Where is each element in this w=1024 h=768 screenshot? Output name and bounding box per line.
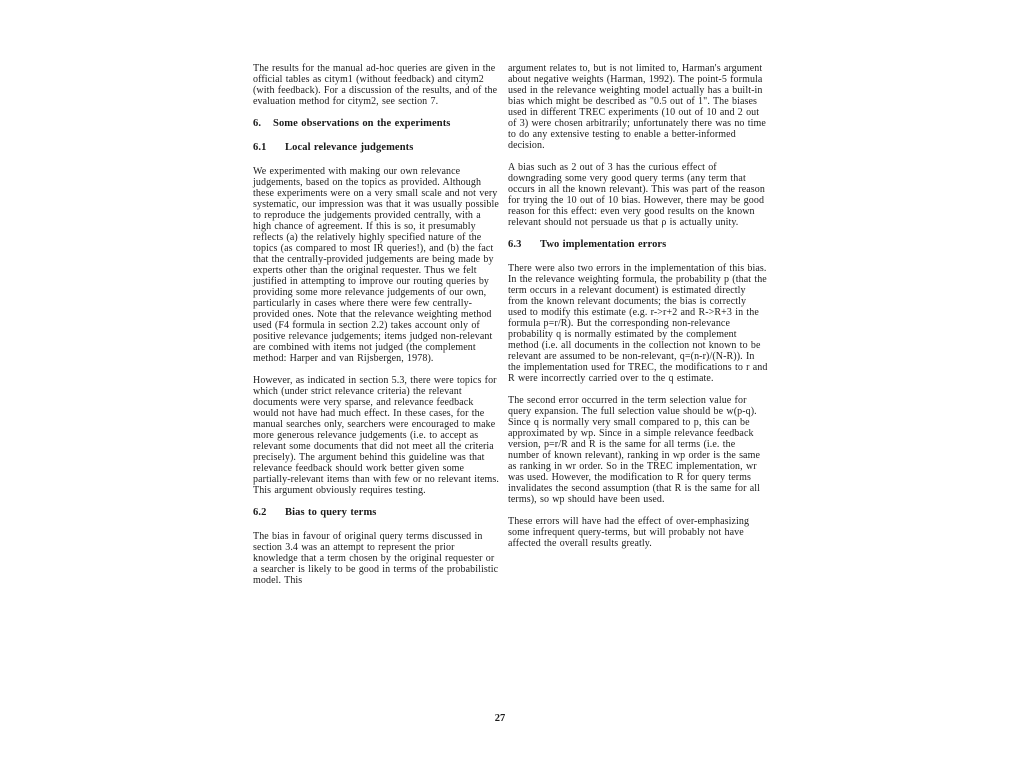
paragraph-errors-effect: These errors will have had the effect of over-emphasizing some infrequent query-terms, but will probably not have affected the overall results greatly. bbox=[508, 516, 750, 549]
right-column bbox=[508, 63, 768, 597]
section-heading-6 bbox=[253, 118, 501, 129]
subsection-number: 6.1 bbox=[253, 142, 267, 153]
subsection-title: Local relevance judgements bbox=[285, 142, 414, 153]
subsection-heading-6-3 bbox=[508, 239, 768, 250]
paragraph-harman-argument: argument relates to, but is not limited to, Harman's argument about negative weights (Harman, 1992). The point-5 formula used in the relevance weighting model actually has a built-in bias which might be described as "0.5 out of 1". The biases used in different TREC experiments (10 out of 10 and 2 out of 3) were chosen arbitrarily; unfortunately there was no time to do any extensive testing to enable a better-informed decision. bbox=[508, 63, 766, 151]
left-column bbox=[253, 63, 501, 597]
paragraph-results-intro: The results for the manual ad-hoc queries are given in the official tables as citym1 (without feedback) and citym2 (with feedback). For a discussion of the results, and of the evaluation method for citym2, see section 7. bbox=[253, 63, 498, 107]
page-number: 27 bbox=[494, 713, 506, 724]
section-number: 6. bbox=[253, 118, 262, 129]
subsection-title: Two implementation errors bbox=[540, 239, 667, 250]
subsection-number: 6.3 bbox=[508, 239, 522, 250]
paragraph-bias-2-of-3: A bias such as 2 out of 3 has the curious effect of downgrading some very good query terms (any term that occurs in all the known relevant). This was part of the reason for trying the 10 out of 10 bias. However, there may be good reason for this effect: even very good results on the known relevant should not persuade us that ρ is actually unity. bbox=[508, 162, 765, 228]
paragraph-implementation-errors: There were also two errors in the implementation of this bias. In the relevance weighting formula, the probability p (that the term occurs in a relevant document) is estimated directly from the known relevant documents; the bias is correctly used to modify this estimate (e.g. r->r+2 and R->R+3 in the formula p=r/R). But the corresponding non-relevance probability q is normally estimated by the complement method (i.e. all documents in the collection not known to be relevant are assumed to be non-relevant, q=(n-r)/(N-R)). In the implementation used for TREC, the modifications to r and R were incorrectly carried over to the q estimate. bbox=[508, 263, 768, 384]
section-title: Some observations on the experiments bbox=[273, 118, 451, 129]
paragraph-own-judgements: We experimented with making our own relevance judgements, based on the topics as provided. Although these experiments were on a very small scale and not very systematic, our impression was that it was usually possible to reproduce the judgements provided centrally, with a high chance of agreement. If this is so, it presumably reflects (a) the relatively highly specified nature of the topics (as compared to most IR queries!), and (b) the fact that the centrally-provided judgements are being made by experts other than the original requester. Thus we felt justified in attempting to improve our routing queries by providing some more relevance judgements of our own, particularly in cases where there were few centrally-provided ones. Note that the relevance weighting method used (F4 formula in section 2.2) takes account only of positive relevance judgements; items judged non-relevant are combined with items not judged (the complement method: Harper and van Rijsbergen, 1978). bbox=[253, 166, 499, 364]
subsection-title: Bias to query terms bbox=[285, 507, 377, 518]
two-column-text-area bbox=[253, 63, 768, 597]
subsection-number: 6.2 bbox=[253, 507, 267, 518]
subsection-heading-6-2 bbox=[253, 507, 501, 518]
paragraph-bias-query-terms: The bias in favour of original query terms discussed in section 3.4 was an attempt to represent the prior knowledge that a term chosen by the original requester or a searcher is likely to be good in terms of the probabilistic model. This bbox=[253, 531, 499, 586]
subsection-heading-6-1 bbox=[253, 142, 501, 153]
paragraph-sparse-relevance: However, as indicated in section 5.3, there were topics for which (under strict relevance criteria) the relevant documents were very sparse, and relevance feedback would not have had much effect. In these cases, for the manual searches only, searchers were encouraged to make more generous relevance judgements (i.e. to accept as relevant some documents that did not meet all the criteria precisely). The argument behind this guideline was that relevance feedback should work better given some partially-relevant items than with few or no relevant items. This argument obviously requires testing. bbox=[253, 375, 499, 496]
paragraph-second-error: The second error occurred in the term selection value for query expansion. The full selection value should be w(p-q). Since q is normally very small compared to p, this can be approximated by wp. Since in a simple relevance feedback version, p=r/R and R is the same for all terms (i.e. the number of known relevant), ranking in wp order is the same as ranking in wr order. So in the TREC implementation, wr was used. However, the modification to R for query terms invalidates the second assumption (that R is the same for all terms), so wp should have been used. bbox=[508, 395, 761, 505]
